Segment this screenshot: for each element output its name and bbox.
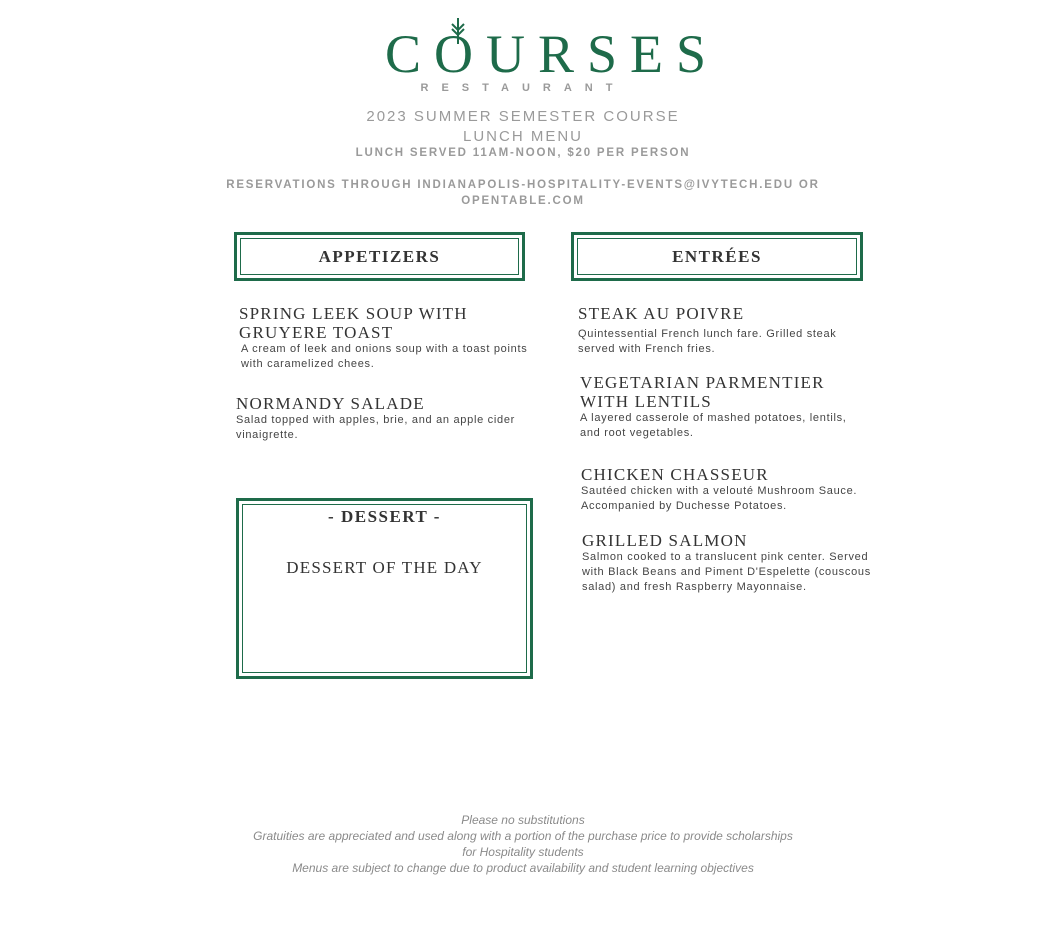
- appetizers-heading: APPETIZERS: [240, 238, 519, 275]
- footer-note: Menus are subject to change due to product availability and student learning objectives: [292, 861, 754, 875]
- menu-item: [239, 304, 529, 372]
- footer-note: Gratuities are appreciated and used along with a portion of the purchase price to provide scholarships: [253, 829, 793, 843]
- menu-subtitle: LUNCH MENU: [462, 128, 583, 145]
- footer-note: for Hospitality students: [462, 845, 584, 859]
- reservations-line-2: OPENTABLE.COM: [461, 195, 585, 207]
- dish-name: CHICKEN CHASSEUR: [581, 465, 769, 484]
- entrees-heading: ENTRÉES: [577, 238, 857, 275]
- dish-name: VEGETARIAN PARMENTIER WITH LENTILS: [580, 373, 825, 411]
- logo-subtitle: RESTAURANT: [420, 82, 626, 94]
- reservations-line-1: RESERVATIONS THROUGH INDIANAPOLIS-HOSPITALITY-EVENTS@IVYTECH.EDU OR: [226, 179, 820, 191]
- dish-name: STEAK AU POIVRE: [578, 304, 745, 323]
- menu-title: 2023 SUMMER SEMESTER COURSE: [366, 108, 680, 125]
- dish-name: GRILLED SALMON: [582, 531, 748, 550]
- dish-description: Salmon cooked to a translucent pink center. Served with Black Beans and Piment D'Espelette (couscous salad) and fresh Raspberry Mayonnaise.: [582, 551, 871, 593]
- dish-name: NORMANDY SALADE: [236, 394, 425, 413]
- menu-item: [236, 394, 536, 443]
- dish-description: A layered casserole of mashed potatoes, lentils, and root vegetables.: [580, 412, 847, 439]
- menu-item: [582, 531, 872, 595]
- dish-name: SPRING LEEK SOUP WITH GRUYERE TOAST: [239, 304, 468, 342]
- footer-note: Please no substitutions: [461, 813, 585, 827]
- dish-description: Sautéed chicken with a velouté Mushroom Sauce. Accompanied by Duchesse Potatoes.: [581, 485, 858, 512]
- menu-item: [578, 304, 868, 357]
- dessert-heading: - DESSERT -: [328, 507, 441, 526]
- dessert-box: [236, 498, 533, 679]
- menu-item: [580, 373, 865, 441]
- logo: COURSES: [385, 24, 720, 84]
- served-info: LUNCH SERVED 11AM-NOON, $20 PER PERSON: [355, 147, 691, 159]
- dish-description: A cream of leek and onions soup with a toast points with caramelized chees.: [241, 343, 528, 370]
- appetizers-heading-box: [234, 232, 525, 281]
- dish-description: Salad topped with apples, brie, and an apple cider vinaigrette.: [236, 414, 516, 441]
- dessert-item: DESSERT OF THE DAY: [286, 558, 483, 577]
- dish-description: Quintessential French lunch fare. Grilled steak served with French fries.: [578, 328, 837, 355]
- entrees-heading-box: [571, 232, 863, 281]
- menu-item: [581, 465, 871, 514]
